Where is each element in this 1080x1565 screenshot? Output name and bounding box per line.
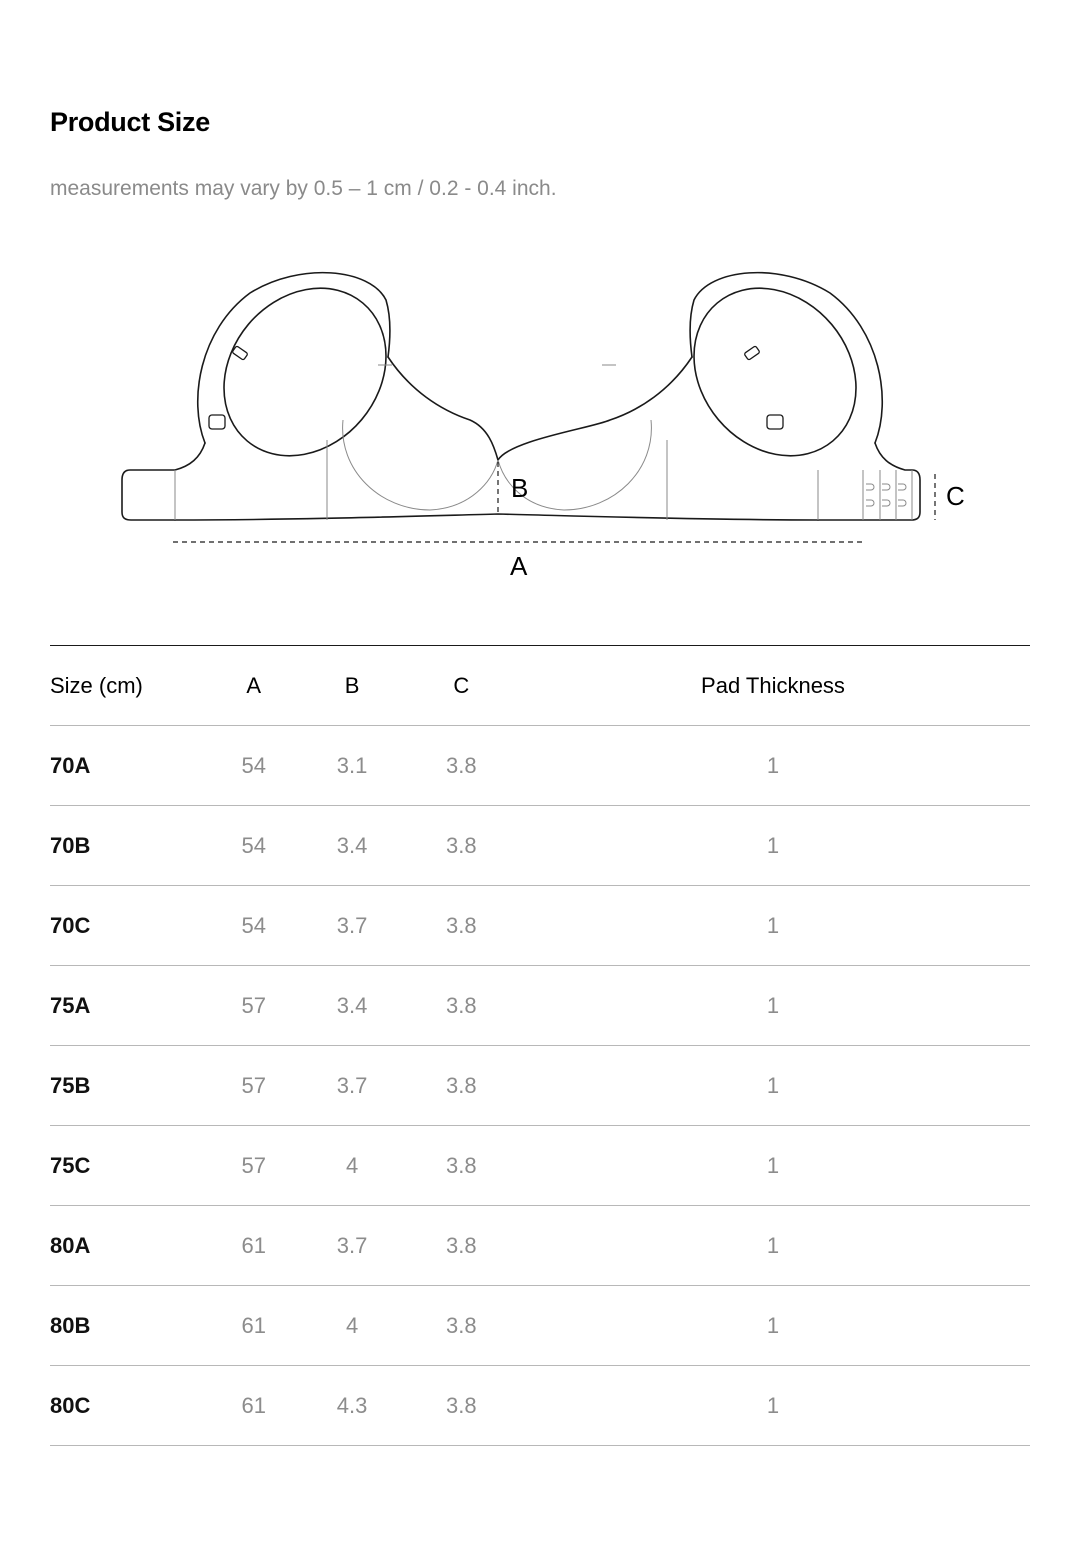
c-cell: 3.8 xyxy=(407,726,516,806)
pad-thickness-cell: 1 xyxy=(516,1126,1030,1206)
table-row xyxy=(50,806,1030,886)
size-cell: 75B xyxy=(50,1046,210,1126)
left-neckline xyxy=(388,357,498,460)
a-cell: 54 xyxy=(210,806,297,886)
hook-eye-closure xyxy=(863,470,912,520)
b-cell: 3.7 xyxy=(297,1206,406,1286)
left-adjuster-ring xyxy=(209,415,225,429)
table-row xyxy=(50,1206,1030,1286)
table-row xyxy=(50,886,1030,966)
pad-thickness-cell: 1 xyxy=(516,806,1030,886)
c-cell: 3.8 xyxy=(407,1206,516,1286)
b-cell: 3.7 xyxy=(297,1046,406,1126)
pad-thickness-cell: 1 xyxy=(516,1046,1030,1126)
header-pad-thickness: Pad Thickness xyxy=(516,646,1030,726)
b-cell: 3.4 xyxy=(297,966,406,1046)
pad-thickness-cell: 1 xyxy=(516,886,1030,966)
right-adjuster-ring xyxy=(767,415,783,429)
c-cell: 3.8 xyxy=(407,966,516,1046)
a-cell: 57 xyxy=(210,966,297,1046)
b-cell: 4 xyxy=(297,1126,406,1206)
table-row xyxy=(50,1286,1030,1366)
left-lower-cup-seam xyxy=(343,420,498,510)
size-table xyxy=(50,645,1030,1446)
right-strap xyxy=(690,273,882,443)
table-row xyxy=(50,726,1030,806)
c-cell: 3.8 xyxy=(407,1286,516,1366)
size-cell: 70B xyxy=(50,806,210,886)
a-cell: 57 xyxy=(210,1046,297,1126)
a-cell: 54 xyxy=(210,886,297,966)
pad-thickness-cell: 1 xyxy=(516,1366,1030,1446)
a-cell: 61 xyxy=(210,1206,297,1286)
a-cell: 61 xyxy=(210,1286,297,1366)
a-cell: 57 xyxy=(210,1126,297,1206)
size-cell: 80C xyxy=(50,1366,210,1446)
pad-thickness-cell: 1 xyxy=(516,1206,1030,1286)
table-row xyxy=(50,1366,1030,1446)
right-cup xyxy=(660,260,889,489)
measurement-note: measurements may vary by 0.5 – 1 cm / 0.2 - 0.4 inch. xyxy=(50,177,557,200)
c-cell: 3.8 xyxy=(407,1046,516,1126)
left-side-wing xyxy=(122,443,205,520)
strap-adjusters xyxy=(209,346,783,429)
header-c: C xyxy=(407,646,516,726)
right-neckline xyxy=(498,357,692,460)
table-header-row xyxy=(50,646,1030,726)
left-cup xyxy=(190,260,419,489)
c-cell: 3.8 xyxy=(407,1126,516,1206)
right-side-wing xyxy=(818,443,920,520)
page-title: Product Size xyxy=(50,107,210,137)
c-cell: 3.8 xyxy=(407,886,516,966)
header-size: Size (cm) xyxy=(50,646,210,726)
pad-thickness-cell: 1 xyxy=(516,726,1030,806)
left-strap xyxy=(198,273,390,443)
header-a: A xyxy=(210,646,297,726)
size-cell: 80A xyxy=(50,1206,210,1286)
left-adjuster-top xyxy=(232,346,248,361)
b-cell: 3.1 xyxy=(297,726,406,806)
inner-seams xyxy=(175,365,818,520)
bra-size-diagram xyxy=(0,260,1080,590)
size-cell: 75A xyxy=(50,966,210,1046)
size-cell: 80B xyxy=(50,1286,210,1366)
a-cell: 61 xyxy=(210,1366,297,1446)
b-cell: 3.4 xyxy=(297,806,406,886)
size-cell: 75C xyxy=(50,1126,210,1206)
b-cell: 4.3 xyxy=(297,1366,406,1446)
a-cell: 54 xyxy=(210,726,297,806)
dimension-b-label: B xyxy=(511,473,529,503)
table-row xyxy=(50,1126,1030,1206)
c-cell: 3.8 xyxy=(407,806,516,886)
bottom-band xyxy=(175,514,818,520)
table-row xyxy=(50,1046,1030,1126)
header-b: B xyxy=(297,646,406,726)
size-cell: 70C xyxy=(50,886,210,966)
right-adjuster-top xyxy=(744,346,760,361)
pad-thickness-cell: 1 xyxy=(516,966,1030,1046)
size-cell: 70A xyxy=(50,726,210,806)
c-cell: 3.8 xyxy=(407,1366,516,1446)
b-cell: 4 xyxy=(297,1286,406,1366)
dimension-a-label: A xyxy=(510,551,528,581)
pad-thickness-cell: 1 xyxy=(516,1286,1030,1366)
dimension-c-label: C xyxy=(946,481,965,511)
b-cell: 3.7 xyxy=(297,886,406,966)
table-row xyxy=(50,966,1030,1046)
